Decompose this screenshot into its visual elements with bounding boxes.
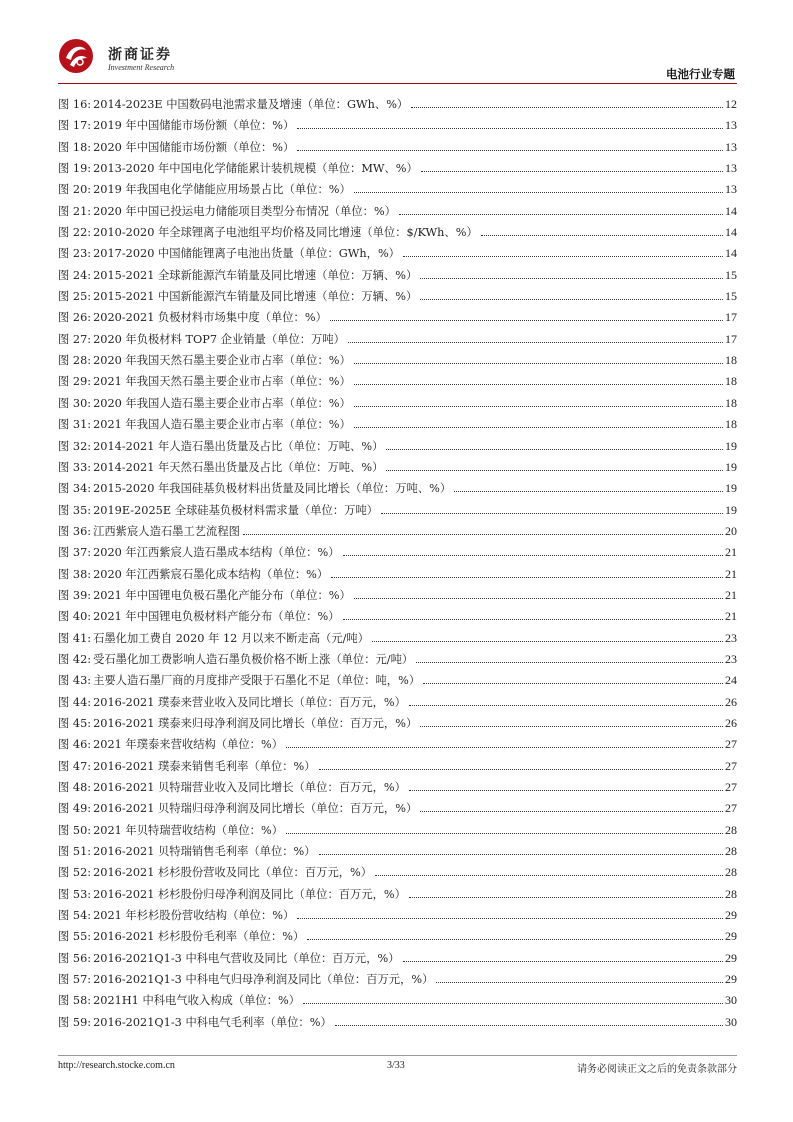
toc-leader-dots	[297, 128, 723, 129]
toc-figure-title: 2016-2021Q1-3 中科电气毛利率（单位：%）	[93, 1015, 332, 1029]
toc-figure-title: 受石墨化加工费影响人造石墨负极价格不断上涨（单位：元/吨）	[93, 652, 414, 666]
toc-figure-title: 2021 年璞泰来营收结构（单位：%）	[93, 738, 284, 752]
toc-entry[interactable]	[58, 203, 737, 224]
toc-figure-label: 图 26:	[58, 311, 92, 325]
toc-page-number: 30	[725, 1014, 737, 1029]
toc-entry[interactable]	[58, 928, 737, 949]
toc-leader-dots	[420, 726, 723, 727]
toc-page-number: 26	[725, 694, 737, 709]
toc-figure-title: 2019E-2025E 全球硅基负极材料需求量（单位：万吨）	[93, 503, 379, 517]
toc-entry[interactable]	[58, 309, 737, 330]
toc-figure-label: 图 45:	[58, 716, 92, 730]
toc-page-number: 27	[725, 801, 737, 816]
toc-entry[interactable]	[58, 139, 737, 160]
toc-entry[interactable]	[58, 651, 737, 672]
toc-figure-label: 图 59:	[58, 1015, 92, 1029]
toc-figure-title: 2016-2021 璞泰来销售毛利率（单位：%）	[93, 759, 316, 773]
toc-figure-title: 2016-2021 璞泰来归母净利润及同比增长（单位：百万元，%）	[93, 716, 418, 730]
toc-entry[interactable]	[58, 373, 737, 394]
toc-page-number: 29	[725, 972, 737, 987]
toc-page-number: 19	[725, 459, 737, 474]
toc-figure-title: 2021 年贝特瑞营收结构（单位：%）	[93, 823, 284, 837]
toc-entry[interactable]	[58, 1014, 737, 1035]
footer-divider	[58, 1055, 737, 1056]
toc-page-number: 29	[725, 950, 737, 965]
toc-figure-label: 图 58:	[58, 994, 92, 1008]
toc-page-number: 26	[725, 715, 737, 730]
toc-figure-label: 图 49:	[58, 802, 92, 816]
toc-leader-dots	[372, 641, 723, 642]
toc-page-number: 28	[725, 822, 737, 837]
toc-figure-label: 图 41:	[58, 631, 92, 645]
toc-figure-label: 图 52:	[58, 866, 92, 880]
toc-page-number: 19	[725, 502, 737, 517]
toc-page-number: 27	[725, 758, 737, 773]
toc-entry[interactable]	[58, 907, 737, 928]
toc-leader-dots	[411, 107, 723, 108]
toc-leader-dots	[243, 534, 723, 535]
toc-figure-label: 图 31:	[58, 418, 92, 432]
toc-entry[interactable]	[58, 587, 737, 608]
toc-figure-title: 2016-2021 贝特瑞营业收入及同比增长（单位：百万元，%）	[93, 781, 406, 794]
toc-entry[interactable]	[58, 245, 737, 266]
toc-figure-label: 图 43:	[58, 674, 92, 688]
toc-entry[interactable]	[58, 224, 737, 245]
toc-leader-dots	[354, 192, 723, 193]
toc-figure-title: 2020 年中国储能市场份额（单位：%）	[93, 140, 295, 154]
toc-page-number: 18	[725, 417, 737, 432]
toc-leader-dots	[303, 1003, 723, 1004]
toc-page-number: 29	[725, 908, 737, 923]
toc-leader-dots	[403, 961, 723, 962]
toc-entry[interactable]	[58, 523, 737, 544]
toc-figure-title: 2017-2020 中国储能锂离子电池出货量（单位：GWh，%）	[93, 247, 400, 261]
toc-figure-label: 图 33:	[58, 460, 92, 474]
toc-leader-dots	[375, 875, 723, 876]
toc-leader-dots	[409, 897, 723, 898]
zheshang-logo-icon	[58, 38, 94, 74]
toc-figure-label: 图 18:	[58, 140, 92, 154]
toc-figure-label: 图 16:	[58, 98, 92, 111]
toc-page-number: 28	[725, 886, 737, 901]
toc-page-number: 19	[725, 481, 737, 496]
toc-page-number: 14	[725, 225, 737, 240]
toc-figure-title: 2016-2021Q1-3 中科电气归母净利润及同比（单位：百万元，%）	[93, 973, 434, 987]
toc-leader-dots	[319, 769, 723, 770]
toc-leader-dots	[386, 470, 723, 471]
toc-leader-dots	[297, 918, 723, 919]
toc-entry[interactable]	[58, 544, 737, 565]
toc-figure-title: 2016-2021 贝特瑞归母净利润及同比增长（单位：百万元，%）	[93, 802, 418, 816]
toc-entry[interactable]	[58, 502, 737, 523]
toc-figure-label: 图 37:	[58, 546, 92, 560]
toc-entry[interactable]	[58, 843, 737, 864]
toc-figure-label: 图 17:	[58, 119, 92, 133]
disclaimer-note: 请务必阅读正文之后的免责条款部分	[577, 1064, 737, 1075]
toc-leader-dots	[354, 598, 723, 599]
brand-name: 浙商证券	[108, 47, 172, 63]
toc-figure-title: 2016-2021 杉杉股份毛利率（单位：%）	[93, 930, 305, 944]
toc-figure-title: 2020 年我国天然石墨主要企业市占率（单位：%）	[93, 354, 351, 368]
toc-figure-label: 图 23:	[58, 247, 92, 261]
toc-figure-title: 2015-2021 中国新能源汽车销量及同比增速（单位：万辆、%）	[93, 290, 418, 304]
toc-entry[interactable]	[58, 96, 737, 117]
toc-figure-label: 图 48:	[58, 781, 92, 794]
toc-figure-title: 2016-2021 璞泰来营业收入及同比增长（单位：百万元，%）	[93, 695, 406, 709]
toc-figure-label: 图 25:	[58, 290, 92, 304]
toc-figure-label: 图 34:	[58, 482, 92, 496]
toc-figure-label: 图 40:	[58, 610, 92, 624]
brand-subtitle: Investment Research	[108, 63, 175, 72]
toc-page-number: 13	[725, 182, 737, 197]
toc-figure-title: 2021 年中国锂电负极石墨化产能分布（单位：%）	[93, 588, 351, 602]
toc-entry[interactable]	[58, 779, 737, 800]
toc-leader-dots	[307, 939, 723, 940]
toc-leader-dots	[420, 278, 723, 279]
toc-page-number: 15	[725, 267, 737, 282]
toc-figure-title: 2020 年江西紫宸人造石墨成本结构（单位：%）	[93, 546, 340, 560]
toc-entry[interactable]	[58, 822, 737, 843]
toc-leader-dots	[436, 982, 723, 983]
toc-leader-dots	[343, 555, 724, 556]
toc-leader-dots	[409, 705, 723, 706]
toc-figure-title: 2015-2021 全球新能源汽车销量及同比增速（单位：万辆、%）	[93, 268, 418, 282]
toc-entry[interactable]	[58, 416, 737, 437]
toc-leader-dots	[481, 235, 723, 236]
toc-entry[interactable]	[58, 608, 737, 629]
toc-figure-label: 图 35:	[58, 503, 92, 517]
toc-entry[interactable]	[58, 886, 737, 907]
toc-figure-label: 图 47:	[58, 759, 92, 773]
toc-leader-dots	[297, 150, 723, 151]
toc-page-number: 30	[725, 993, 737, 1008]
toc-leader-dots	[354, 406, 723, 407]
toc-entry[interactable]	[58, 160, 737, 181]
toc-figure-label: 图 30:	[58, 396, 92, 410]
toc-figure-title: 2021 年杉杉股份营收结构（单位：%）	[93, 909, 295, 923]
toc-page-number: 18	[725, 353, 737, 368]
toc-figure-title: 主要人造石墨厂商的月度排产受限于石墨化不足（单位：吨，%）	[93, 674, 421, 688]
toc-figure-title: 江西紫宸人造石墨工艺流程图	[93, 524, 240, 538]
toc-page-number: 18	[725, 374, 737, 389]
toc-leader-dots	[399, 214, 723, 215]
toc-page-number: 14	[725, 203, 737, 218]
toc-figure-title: 2013-2020 年中国电化学储能累计装机规模（单位：MW、%）	[93, 162, 418, 176]
toc-leader-dots	[348, 342, 723, 343]
toc-page-number: 20	[725, 523, 737, 538]
toc-entry[interactable]	[58, 566, 737, 587]
toc-figure-label: 图 46:	[58, 738, 92, 752]
toc-leader-dots	[420, 299, 723, 300]
toc-page-number: 28	[725, 844, 737, 859]
toc-page-number: 12	[725, 97, 737, 111]
toc-page-number: 17	[725, 310, 737, 325]
toc-figure-title: 2021 年中国锂电负极材料产能分布（单位：%）	[93, 610, 340, 624]
toc-figure-label: 图 50:	[58, 823, 92, 837]
toc-page-number: 15	[725, 289, 737, 304]
toc-page-number: 21	[725, 609, 737, 624]
toc-leader-dots	[354, 427, 723, 428]
toc-figure-label: 图 39:	[58, 588, 92, 602]
figure-list	[58, 96, 737, 1035]
toc-leader-dots	[354, 384, 723, 385]
toc-figure-title: 2019 年我国电化学储能应用场景占比（单位：%）	[93, 183, 351, 197]
toc-leader-dots	[423, 683, 723, 684]
toc-figure-title: 2020 年中国已投运电力储能项目类型分布情况（单位：%）	[93, 204, 396, 218]
toc-entry[interactable]	[58, 971, 737, 992]
toc-page-number: 13	[725, 118, 737, 133]
toc-figure-label: 图 36:	[58, 524, 92, 538]
toc-figure-title: 石墨化加工费自 2020 年 12 月以来不断走高（元/吨）	[93, 631, 370, 645]
toc-figure-label: 图 56:	[58, 951, 92, 965]
toc-entry[interactable]	[58, 864, 737, 885]
toc-page-number: 23	[725, 651, 737, 666]
toc-figure-title: 2014-2021 年天然石墨出货量及占比（单位：万吨、%）	[93, 460, 384, 474]
toc-entry[interactable]	[58, 950, 737, 971]
toc-entry[interactable]	[58, 395, 737, 416]
toc-leader-dots	[403, 256, 723, 257]
toc-figure-title: 2020 年负极材料 TOP7 企业销量（单位：万吨）	[93, 332, 345, 346]
toc-leader-dots	[354, 363, 723, 364]
toc-entry[interactable]	[58, 800, 737, 821]
toc-leader-dots	[286, 747, 723, 748]
toc-figure-title: 2021 年我国人造石墨主要企业市占率（单位：%）	[93, 418, 351, 432]
toc-figure-title: 2020 年我国人造石墨主要企业市占率（单位：%）	[93, 396, 351, 410]
page-header	[0, 0, 793, 84]
toc-page-number: 14	[725, 246, 737, 261]
toc-leader-dots	[330, 320, 723, 321]
toc-entry[interactable]	[58, 331, 737, 352]
toc-page-number: 29	[725, 929, 737, 944]
toc-entry[interactable]	[58, 181, 737, 202]
toc-figure-title: 2020-2021 负极材料市场集中度（单位：%）	[93, 311, 327, 325]
toc-page-number: 28	[725, 865, 737, 880]
toc-entry[interactable]	[58, 459, 737, 480]
toc-page-number: 23	[725, 630, 737, 645]
toc-figure-label: 图 22:	[58, 226, 92, 240]
footer-url[interactable]: http://research.stocke.com.cn	[58, 1060, 175, 1071]
toc-entry[interactable]	[58, 267, 737, 288]
toc-leader-dots	[286, 833, 723, 834]
toc-figure-label: 图 32:	[58, 439, 92, 453]
toc-leader-dots	[319, 854, 723, 855]
toc-page-number: 21	[725, 545, 737, 560]
toc-page-number: 27	[725, 780, 737, 794]
toc-figure-title: 2019 年中国储能市场份额（单位：%）	[93, 119, 295, 133]
toc-leader-dots	[335, 1025, 723, 1026]
toc-entry[interactable]	[58, 715, 737, 736]
toc-entry[interactable]	[58, 630, 737, 651]
toc-leader-dots	[416, 662, 723, 663]
toc-entry[interactable]	[58, 438, 737, 459]
toc-page-number: 13	[725, 161, 737, 176]
toc-page-number: 13	[725, 139, 737, 154]
report-title: 电池行业专题	[666, 67, 735, 81]
toc-page-number: 27	[725, 737, 737, 752]
toc-figure-title: 2014-2023E 中国数码电池需求量及增速（单位：GWh、%）	[93, 98, 409, 111]
toc-figure-label: 图 19:	[58, 162, 92, 176]
toc-figure-label: 图 21:	[58, 204, 92, 218]
toc-figure-title: 2014-2021 年人造石墨出货量及占比（单位：万吨、%）	[93, 439, 384, 453]
toc-figure-title: 2016-2021 杉杉股份营收及同比（单位：百万元，%）	[93, 866, 373, 880]
toc-entry[interactable]	[58, 694, 737, 715]
toc-figure-title: 2010-2020 年全球锂离子电池组平均价格及同比增速（单位：$/KWh、%）	[93, 226, 478, 240]
toc-figure-title: 2016-2021 杉杉股份归母净利润及同比（单位：百万元，%）	[93, 887, 406, 901]
toc-figure-label: 图 55:	[58, 930, 92, 944]
toc-figure-label: 图 54:	[58, 909, 92, 923]
toc-figure-title: 2020 年江西紫宸石墨化成本结构（单位：%）	[93, 567, 329, 581]
toc-entry[interactable]	[58, 758, 737, 779]
header-divider	[58, 83, 737, 84]
toc-figure-title: 2016-2021Q1-3 中科电气营收及同比（单位：百万元，%）	[93, 951, 400, 965]
toc-page-number: 24	[725, 673, 737, 688]
toc-entry[interactable]	[58, 480, 737, 501]
toc-figure-label: 图 29:	[58, 375, 92, 389]
toc-entry[interactable]	[58, 117, 737, 138]
toc-figure-title: 2021 年我国天然石墨主要企业市占率（单位：%）	[93, 375, 351, 389]
toc-page-number: 19	[725, 438, 737, 453]
toc-figure-label: 图 44:	[58, 695, 92, 709]
toc-page-number: 17	[725, 331, 737, 346]
toc-figure-label: 图 24:	[58, 268, 92, 282]
toc-leader-dots	[386, 449, 723, 450]
toc-leader-dots	[331, 577, 723, 578]
toc-page-number: 21	[725, 566, 737, 581]
toc-leader-dots	[381, 513, 723, 514]
toc-page-number: 18	[725, 395, 737, 410]
toc-figure-label: 图 27:	[58, 332, 92, 346]
toc-figure-label: 图 42:	[58, 652, 92, 666]
toc-figure-label: 图 20:	[58, 183, 92, 197]
toc-figure-label: 图 57:	[58, 973, 92, 987]
toc-figure-label: 图 53:	[58, 887, 92, 901]
toc-leader-dots	[454, 491, 723, 492]
toc-figure-label: 图 51:	[58, 845, 92, 859]
toc-entry[interactable]	[58, 992, 737, 1013]
toc-leader-dots	[343, 619, 724, 620]
toc-figure-label: 图 28:	[58, 354, 92, 368]
toc-page-number: 21	[725, 587, 737, 602]
toc-leader-dots	[420, 811, 723, 812]
toc-figure-title: 2021H1 中科电气收入构成（单位：%）	[93, 994, 301, 1008]
toc-entry[interactable]	[58, 352, 737, 373]
toc-entry[interactable]	[58, 736, 737, 757]
toc-figure-label: 图 38:	[58, 567, 92, 581]
toc-entry[interactable]	[58, 288, 737, 309]
page-number: 3/33	[387, 1060, 405, 1071]
toc-figure-title: 2015-2020 年我国硅基负极材料出货量及同比增长（单位：万吨、%）	[93, 482, 452, 496]
toc-entry[interactable]	[58, 672, 737, 693]
toc-leader-dots	[421, 171, 723, 172]
toc-figure-title: 2016-2021 贝特瑞销售毛利率（单位：%）	[93, 845, 316, 859]
toc-leader-dots	[409, 790, 723, 791]
